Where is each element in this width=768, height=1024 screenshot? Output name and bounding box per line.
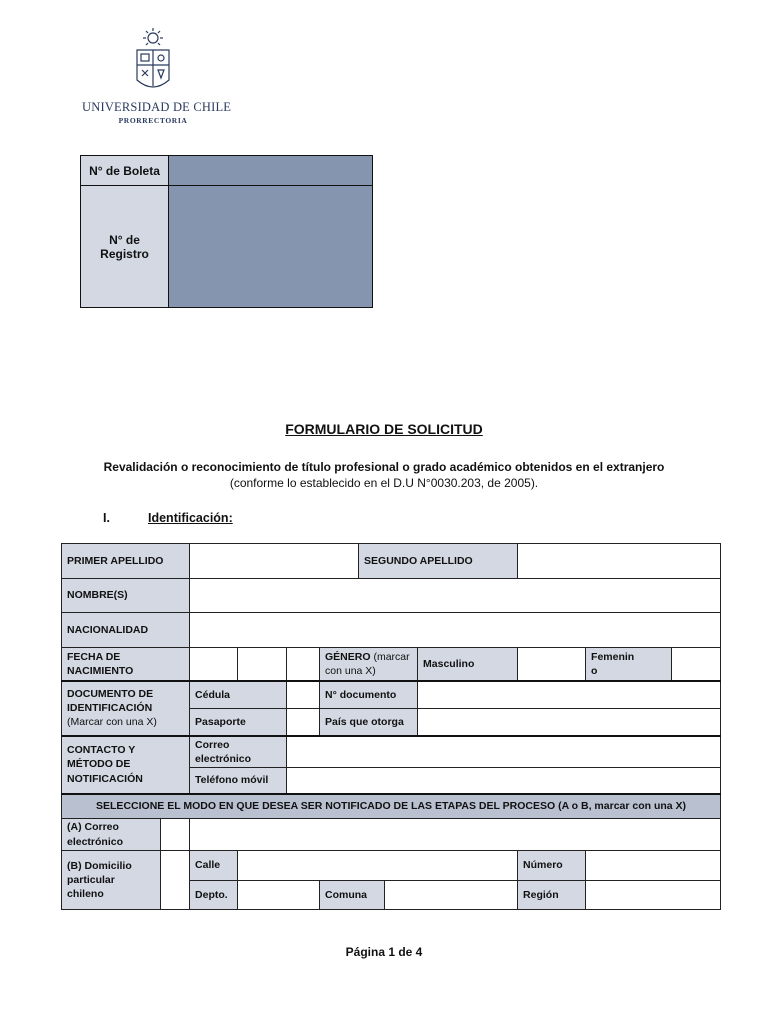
notification-mode-banner: SELECCIONE EL MODO EN QUE DESEA SER NOTIFICADO DE LAS ETAPAS DEL PROCESO (A o B, marcar con una X) bbox=[62, 794, 721, 819]
contacto-notificacion-label: CONTACTO Y MÉTODO DE NOTIFICACIÓN bbox=[62, 736, 190, 794]
comuna-label: Comuna bbox=[320, 881, 385, 910]
nacionalidad-field[interactable] bbox=[190, 613, 721, 648]
n-documento-label: N° documento bbox=[320, 681, 418, 709]
option-b-checkbox[interactable] bbox=[161, 851, 190, 910]
calle-field[interactable] bbox=[238, 851, 518, 881]
nombres-field[interactable] bbox=[190, 579, 721, 613]
segundo-apellido-label: SEGUNDO APELLIDO bbox=[359, 544, 518, 579]
depto-field[interactable] bbox=[238, 881, 320, 910]
nombres-label: NOMBRE(S) bbox=[62, 579, 190, 613]
telefono-field[interactable] bbox=[287, 768, 721, 794]
cedula-label: Cédula bbox=[190, 681, 287, 709]
numero-label: Número bbox=[518, 851, 586, 881]
masculino-checkbox[interactable] bbox=[518, 648, 586, 681]
femenino-checkbox[interactable] bbox=[672, 648, 721, 681]
nacionalidad-label: NACIONALIDAD bbox=[62, 613, 190, 648]
pais-otorga-label: País que otorga bbox=[320, 709, 418, 736]
section-title: Identificación: bbox=[148, 511, 233, 525]
boleta-field[interactable] bbox=[169, 156, 373, 186]
university-logo bbox=[82, 28, 232, 128]
fecha-month-field[interactable] bbox=[238, 648, 287, 681]
registro-field[interactable] bbox=[169, 186, 373, 308]
department-name: PRORRECTORIA bbox=[118, 116, 188, 125]
region-field[interactable] bbox=[586, 881, 721, 910]
pasaporte-checkbox[interactable] bbox=[287, 709, 320, 736]
region-label: Región bbox=[518, 881, 586, 910]
primer-apellido-label: PRIMER APELLIDO bbox=[62, 544, 190, 579]
registro-label: N° de Registro bbox=[81, 186, 169, 308]
option-a-checkbox[interactable] bbox=[161, 819, 190, 851]
pais-otorga-field[interactable] bbox=[418, 709, 721, 736]
pasaporte-label: Pasaporte bbox=[190, 709, 287, 736]
correo-label: Correo electrónico bbox=[190, 736, 287, 768]
cedula-checkbox[interactable] bbox=[287, 681, 320, 709]
boleta-registro-box bbox=[80, 155, 373, 308]
n-documento-field[interactable] bbox=[418, 681, 721, 709]
segundo-apellido-field[interactable] bbox=[518, 544, 721, 579]
form-title: FORMULARIO DE SOLICITUD bbox=[285, 421, 483, 437]
page-number: Página 1 de 4 bbox=[345, 945, 423, 959]
masculino-label: Masculino bbox=[418, 648, 518, 681]
form-subtitle: Revalidación o reconocimiento de título profesional o grado académico obtenidos en el extranjero bbox=[103, 460, 665, 474]
primer-apellido-field[interactable] bbox=[190, 544, 359, 579]
section-number: I. bbox=[103, 511, 110, 525]
depto-label: Depto. bbox=[190, 881, 238, 910]
option-a-field[interactable] bbox=[190, 819, 721, 851]
femenino-label: Femenin o bbox=[586, 648, 672, 681]
comuna-field[interactable] bbox=[385, 881, 518, 910]
fecha-day-field[interactable] bbox=[190, 648, 238, 681]
documento-identificacion-label: DOCUMENTO DE IDENTIFICACIÓN (Marcar con una X) bbox=[62, 681, 190, 736]
identification-form bbox=[61, 543, 721, 910]
telefono-label: Teléfono móvil bbox=[190, 768, 287, 794]
option-b-label: (B) Domicilio particular chileno bbox=[62, 851, 161, 910]
university-crest-icon bbox=[132, 28, 174, 96]
form-legal-reference: (conforme lo establecido en el D.U N°0030.203, de 2005). bbox=[229, 476, 539, 490]
calle-label: Calle bbox=[190, 851, 238, 881]
numero-field[interactable] bbox=[586, 851, 721, 881]
boleta-label: N° de Boleta bbox=[81, 156, 169, 186]
correo-field[interactable] bbox=[287, 736, 721, 768]
fecha-nacimiento-label: FECHA DE NACIMIENTO bbox=[62, 648, 190, 681]
option-a-label: (A) Correo electrónico bbox=[62, 819, 161, 851]
fecha-year-field[interactable] bbox=[287, 648, 320, 681]
genero-label: GÉNERO (marcar con una X) bbox=[320, 648, 418, 681]
university-name: UNIVERSIDAD DE CHILE bbox=[82, 100, 232, 114]
